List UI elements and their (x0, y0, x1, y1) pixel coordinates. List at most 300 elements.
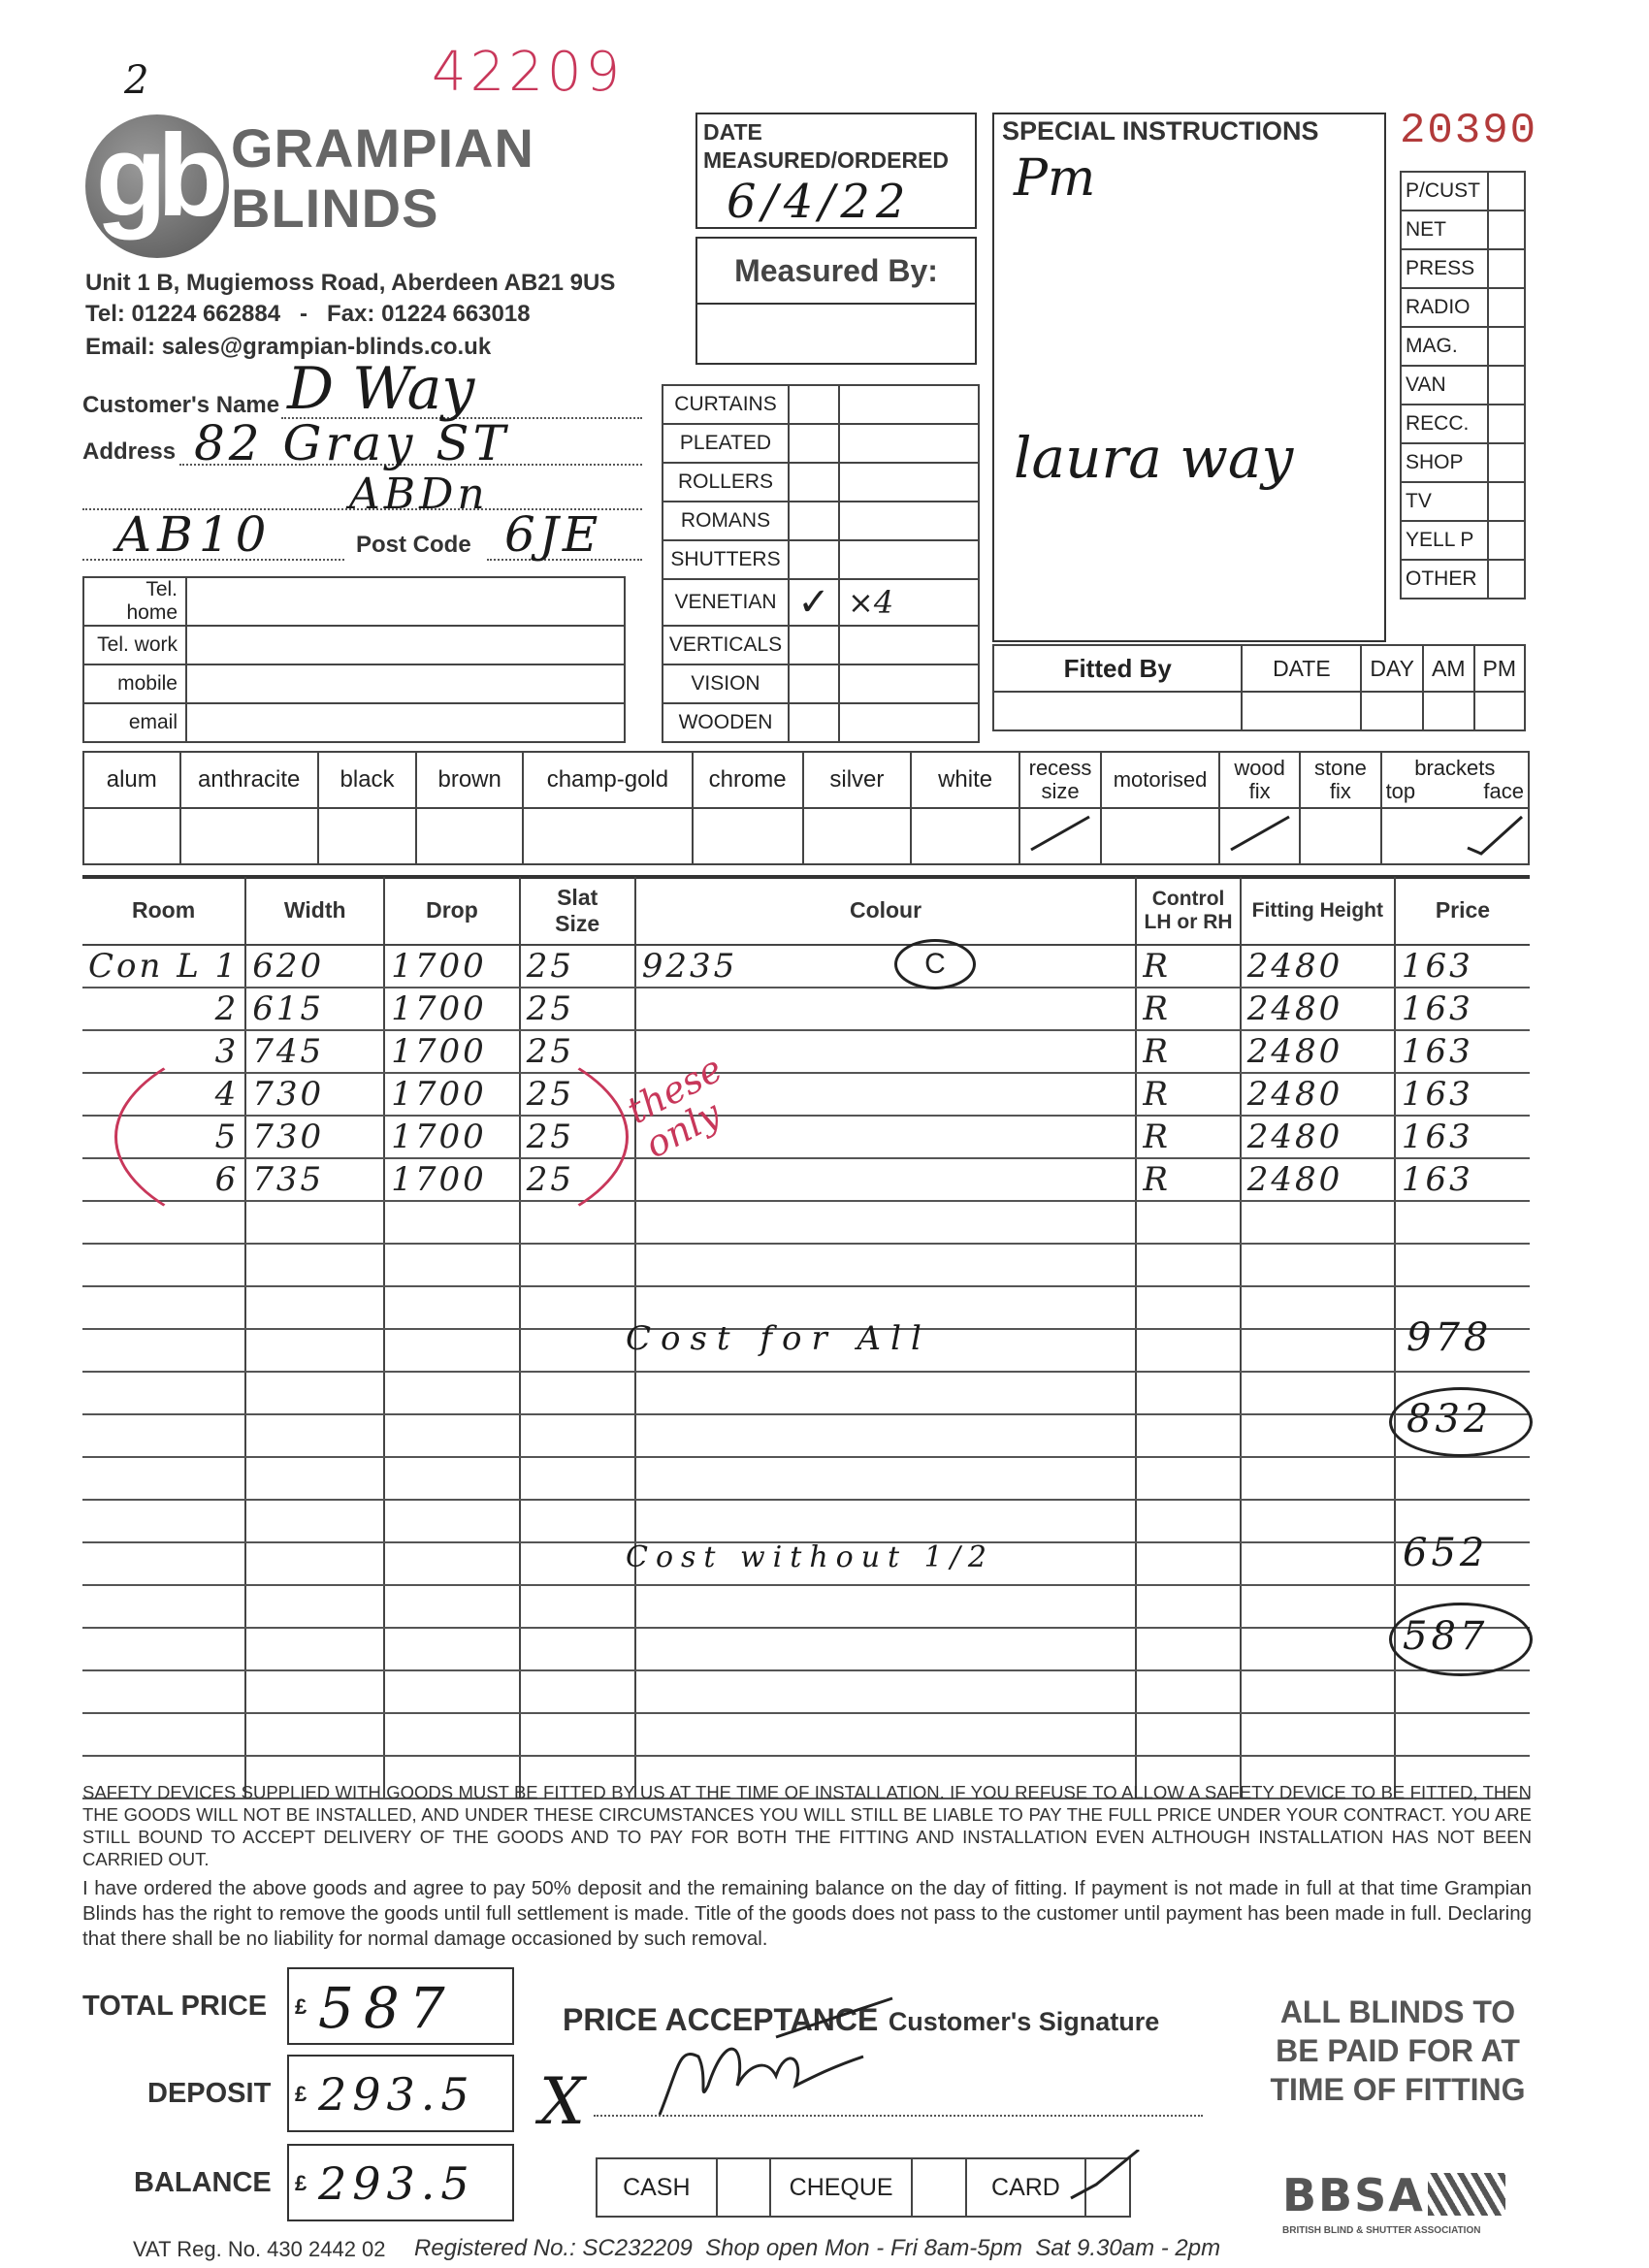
cell-slat[interactable]: 25 (520, 988, 635, 1030)
option-label: recess size (1019, 752, 1101, 808)
card-box[interactable] (1085, 2158, 1130, 2217)
cell-slat[interactable] (520, 1713, 635, 1756)
product-note[interactable] (839, 424, 979, 463)
source-table (1400, 171, 1526, 599)
total-value[interactable]: 587 (318, 1975, 455, 2041)
cell-drop[interactable]: 1700 (384, 1116, 520, 1158)
brackets-top: top (1385, 779, 1416, 803)
cell-fitting[interactable] (1241, 1500, 1395, 1542)
cell-colour[interactable] (635, 1244, 1137, 1286)
source-box[interactable] (1488, 327, 1525, 366)
product-label: ROLLERS (663, 463, 789, 502)
contact-label: Tel. home (83, 577, 186, 626)
cell-drop[interactable]: 1700 (384, 1030, 520, 1073)
product-row (663, 463, 979, 502)
cell-width[interactable] (245, 1286, 384, 1329)
address-value-line2[interactable]: ABDn (349, 470, 489, 519)
cell-room[interactable] (82, 1628, 245, 1670)
option-box[interactable] (1219, 808, 1300, 864)
cell-colour[interactable] (635, 1670, 1137, 1713)
card-tick-icon (1067, 2150, 1145, 2208)
cell-room[interactable]: Con L 1 (82, 945, 245, 988)
product-table (662, 384, 980, 743)
cell-room[interactable]: 2 (82, 988, 245, 1030)
bbsa-slashes-icon (1428, 2173, 1505, 2216)
cheque-label: CHEQUE (770, 2158, 912, 2217)
reference-number: 42209 (432, 41, 625, 104)
cell-fitting[interactable] (1241, 1713, 1395, 1756)
fitted-am-label: AM (1423, 645, 1474, 692)
col-room: Room (82, 877, 245, 945)
cell-fitting[interactable] (1241, 1414, 1395, 1457)
form-number: 20390 (1400, 107, 1538, 155)
product-row (663, 424, 979, 463)
product-tick[interactable] (789, 664, 839, 703)
cell-fitting[interactable] (1241, 1670, 1395, 1713)
option-box[interactable] (1300, 808, 1380, 864)
cell-control[interactable] (1136, 1244, 1240, 1286)
cell-fitting[interactable] (1241, 1628, 1395, 1670)
cell-drop[interactable] (384, 1372, 520, 1414)
cell-room[interactable] (82, 1585, 245, 1628)
product-note[interactable] (839, 502, 979, 540)
option-label: stone fix (1300, 752, 1380, 808)
cell-slat[interactable] (520, 1628, 635, 1670)
source-label: YELL P (1401, 521, 1488, 560)
colour-box[interactable] (180, 808, 318, 864)
cash-box[interactable] (717, 2158, 771, 2217)
customer-name-label: Customer's Name (82, 392, 280, 418)
cell-colour[interactable] (635, 1628, 1137, 1670)
special-instructions-line2[interactable]: laura way (1014, 425, 1294, 491)
product-label: CURTAINS (663, 385, 789, 424)
source-row (1401, 288, 1525, 327)
cell-control[interactable]: R (1136, 1073, 1240, 1116)
contact-table (82, 576, 626, 743)
cell-control[interactable] (1136, 1201, 1240, 1244)
cell-drop[interactable] (384, 1542, 520, 1585)
cell-price[interactable]: 163 (1395, 988, 1530, 1030)
cell-slat[interactable] (520, 1542, 635, 1585)
company-name-line2: BLINDS (231, 178, 439, 239)
cell-price[interactable] (1395, 1457, 1530, 1500)
cell-width[interactable] (245, 1414, 384, 1457)
product-tick[interactable] (789, 703, 839, 742)
cell-drop[interactable] (384, 1414, 520, 1457)
fitted-date-value[interactable] (1242, 692, 1361, 730)
total-box (287, 1967, 514, 2045)
source-row (1401, 521, 1525, 560)
cell-width[interactable]: 615 (245, 988, 384, 1030)
registered-info: Registered No.: SC232209 Shop open Mon - Fri 8am-5pm Sat 9.30am - 2pm (414, 2235, 1221, 2261)
customer-name-value[interactable]: D Way (287, 355, 475, 423)
cell-drop[interactable] (384, 1286, 520, 1329)
cell-slat[interactable] (520, 1244, 635, 1286)
cell-control[interactable] (1136, 1414, 1240, 1457)
cell-fitting[interactable] (1241, 1457, 1395, 1500)
cell-price[interactable]: 163 (1395, 1158, 1530, 1201)
product-tick[interactable] (789, 540, 839, 579)
source-box[interactable] (1488, 405, 1525, 443)
cell-price[interactable] (1395, 1244, 1530, 1286)
cell-slat[interactable] (520, 1500, 635, 1542)
cell-room[interactable] (82, 1414, 245, 1457)
cell-control[interactable]: R (1136, 1116, 1240, 1158)
cell-fitting[interactable]: 2480 (1241, 1158, 1395, 1201)
notice-text: ALL BLINDS TO BE PAID FOR AT TIME OF FITTING (1270, 1994, 1526, 2107)
product-note[interactable] (839, 626, 979, 664)
cell-width[interactable] (245, 1628, 384, 1670)
balance-value[interactable]: 293.5 (318, 2157, 475, 2210)
cell-width[interactable]: 735 (245, 1158, 384, 1201)
cell-width[interactable]: 730 (245, 1116, 384, 1158)
tick-icon (1021, 837, 1099, 862)
date-label: DATE MEASURED/ORDERED (703, 119, 950, 173)
product-label: ROMANS (663, 502, 789, 540)
source-box[interactable] (1488, 521, 1525, 560)
cell-colour[interactable] (635, 1414, 1137, 1457)
table-row (82, 1457, 1530, 1500)
colour-c-circle: C (894, 939, 976, 989)
cell-room[interactable] (82, 1542, 245, 1585)
source-box[interactable] (1488, 443, 1525, 482)
colour-option: champ-gold (523, 752, 693, 808)
cell-fitting[interactable] (1241, 1244, 1395, 1286)
fitted-by-value[interactable] (993, 692, 1242, 730)
product-label: VENETIAN (663, 579, 789, 626)
cell-fitting[interactable] (1241, 1329, 1395, 1372)
cell-width[interactable] (245, 1372, 384, 1414)
product-note[interactable] (839, 664, 979, 703)
cell-price[interactable] (1395, 1713, 1530, 1756)
cell-drop[interactable] (384, 1457, 520, 1500)
cell-fitting[interactable] (1241, 1585, 1395, 1628)
product-tick[interactable] (789, 424, 839, 463)
special-instructions-line1[interactable]: Pm (1014, 149, 1096, 208)
table-row (82, 945, 1530, 988)
source-label: NET (1401, 211, 1488, 249)
table-row (82, 1585, 1530, 1628)
cell-room[interactable]: 6 (82, 1158, 245, 1201)
product-note[interactable] (839, 385, 979, 424)
contact-row (83, 577, 625, 626)
logo-letters: gb (95, 111, 219, 241)
product-note[interactable]: ×4 (839, 579, 979, 626)
source-box[interactable] (1488, 288, 1525, 327)
cell-drop[interactable]: 1700 (384, 988, 520, 1030)
cell-slat[interactable] (520, 1414, 635, 1457)
cell-price[interactable] (1395, 1670, 1530, 1713)
cell-width[interactable]: 730 (245, 1073, 384, 1116)
fitted-by-label: Fitted By (993, 645, 1242, 692)
cell-control[interactable] (1136, 1713, 1240, 1756)
product-row (663, 540, 979, 579)
source-row (1401, 327, 1525, 366)
cell-drop[interactable] (384, 1670, 520, 1713)
cell-control[interactable]: R (1136, 988, 1240, 1030)
col-drop: Drop (384, 877, 520, 945)
contact-value[interactable] (186, 626, 625, 664)
cell-slat[interactable]: 25 (520, 1158, 635, 1201)
colour-option: brown (416, 752, 523, 808)
contact-value[interactable] (186, 703, 625, 742)
cell-room[interactable]: 3 (82, 1030, 245, 1073)
fitted-by-table (992, 644, 1526, 731)
cell-width[interactable] (245, 1713, 384, 1756)
colour-option: silver (803, 752, 912, 808)
cell-colour[interactable] (635, 1372, 1137, 1414)
cell-price[interactable] (1395, 1201, 1530, 1244)
date-value[interactable]: 6/4/22 (727, 175, 912, 229)
fitted-day-value[interactable] (1361, 692, 1423, 730)
cell-price[interactable]: 163 (1395, 945, 1530, 988)
corner-number: 2 (124, 58, 149, 103)
colour-box[interactable] (523, 808, 693, 864)
red-bracket (114, 1019, 629, 1255)
product-note[interactable] (839, 703, 979, 742)
payment-table (596, 2157, 1131, 2218)
table-row (82, 1713, 1530, 1756)
cell-control[interactable] (1136, 1500, 1240, 1542)
cell-slat[interactable]: 25 (520, 1030, 635, 1073)
company-logo (85, 111, 229, 258)
cell-drop[interactable] (384, 1628, 520, 1670)
cell-room[interactable] (82, 1713, 245, 1756)
cell-colour[interactable] (635, 1457, 1137, 1500)
measured-by-value[interactable] (697, 305, 975, 363)
cell-fitting[interactable]: 2480 (1241, 945, 1395, 988)
cell-room[interactable] (82, 1329, 245, 1372)
cell-price[interactable]: 163 (1395, 1030, 1530, 1073)
cell-control[interactable] (1136, 1372, 1240, 1414)
cell-slat[interactable] (520, 1286, 635, 1329)
colour-box[interactable] (693, 808, 803, 864)
contact-row (83, 664, 625, 703)
cell-control[interactable] (1136, 1329, 1240, 1372)
cell-colour[interactable] (635, 1158, 1137, 1201)
product-tick[interactable]: ✓ (789, 579, 839, 626)
cell-drop[interactable]: 1700 (384, 1073, 520, 1116)
cell-width[interactable]: 620 (245, 945, 384, 988)
cell-drop[interactable] (384, 1500, 520, 1542)
balance-label: BALANCE (134, 2167, 272, 2198)
cell-room[interactable] (82, 1670, 245, 1713)
brackets-label (1381, 752, 1529, 808)
colour-option: chrome (693, 752, 803, 808)
tick-icon (1460, 837, 1528, 862)
cell-drop[interactable]: 1700 (384, 1158, 520, 1201)
cell-slat[interactable]: 25 (520, 1073, 635, 1116)
cost-all-label: Cost for All (626, 1319, 931, 1358)
product-label: PLEATED (663, 424, 789, 463)
product-tick[interactable] (789, 463, 839, 502)
cell-drop[interactable] (384, 1329, 520, 1372)
col-fitting: Fitting Height (1241, 877, 1395, 945)
company-phone-fax: Tel: 01224 662884 - Fax: 01224 663018 (85, 301, 531, 327)
cell-fitting[interactable] (1241, 1542, 1395, 1585)
contact-label: Tel. work (83, 626, 186, 664)
company-email: Email: sales@grampian-blinds.co.uk (85, 334, 492, 360)
source-box[interactable] (1488, 172, 1525, 211)
source-row (1401, 405, 1525, 443)
cell-slat[interactable] (520, 1457, 635, 1500)
measured-by-box (695, 237, 977, 365)
cell-control[interactable]: R (1136, 1158, 1240, 1201)
cell-fitting[interactable]: 2480 (1241, 1030, 1395, 1073)
colour-box[interactable] (803, 808, 912, 864)
cell-slat[interactable] (520, 1670, 635, 1713)
cell-slat[interactable] (520, 1585, 635, 1628)
cell-colour[interactable]: 9235 (635, 945, 1137, 988)
cell-room[interactable] (82, 1500, 245, 1542)
source-label: RECC. (1401, 405, 1488, 443)
cell-slat[interactable] (520, 1372, 635, 1414)
col-price: Price (1395, 877, 1530, 945)
cell-drop[interactable] (384, 1713, 520, 1756)
card-label: CARD (966, 2158, 1086, 2217)
cell-drop[interactable] (384, 1585, 520, 1628)
balance-box (287, 2144, 514, 2221)
colour-options-table (82, 751, 1530, 865)
contact-value[interactable] (186, 664, 625, 703)
source-label: TV (1401, 482, 1488, 521)
col-slat: Slat Size (520, 877, 635, 945)
contact-label: mobile (83, 664, 186, 703)
cell-fitting[interactable] (1241, 1201, 1395, 1244)
total-label: TOTAL PRICE (82, 1991, 268, 2022)
cell-colour[interactable] (635, 1713, 1137, 1756)
colour-option: black (318, 752, 417, 808)
cell-colour[interactable] (635, 1585, 1137, 1628)
option-box[interactable] (1101, 808, 1219, 864)
cell-fitting[interactable] (1241, 1372, 1395, 1414)
cell-control[interactable]: R (1136, 1030, 1240, 1073)
option-label: motorised (1101, 752, 1219, 808)
cell-room[interactable]: 4 (82, 1073, 245, 1116)
colour-box[interactable] (416, 808, 523, 864)
cell-fitting[interactable]: 2480 (1241, 1073, 1395, 1116)
source-label: MAG. (1401, 327, 1488, 366)
cheque-box[interactable] (912, 2158, 966, 2217)
cell-colour[interactable] (635, 988, 1137, 1030)
cell-control[interactable] (1136, 1457, 1240, 1500)
cell-room[interactable] (82, 1457, 245, 1500)
source-row (1401, 560, 1525, 599)
cell-fitting[interactable]: 2480 (1241, 988, 1395, 1030)
address-value-line3[interactable]: AB10 (116, 506, 273, 563)
fitted-pm-label: PM (1474, 645, 1526, 692)
cell-control[interactable] (1136, 1585, 1240, 1628)
colour-box[interactable] (911, 808, 1019, 864)
cell-control[interactable] (1136, 1542, 1240, 1585)
cell-control[interactable]: R (1136, 945, 1240, 988)
product-tick[interactable] (789, 502, 839, 540)
fitted-pm-value[interactable] (1474, 692, 1526, 730)
product-label: VISION (663, 664, 789, 703)
cell-width[interactable] (245, 1329, 384, 1372)
source-box[interactable] (1488, 249, 1525, 288)
source-label: VAN (1401, 366, 1488, 405)
cell-control[interactable] (1136, 1286, 1240, 1329)
cell-slat[interactable] (520, 1329, 635, 1372)
cell-drop[interactable]: 1700 (384, 945, 520, 988)
red-note: these only (620, 1047, 729, 1167)
contact-value[interactable] (186, 577, 625, 626)
cell-width[interactable] (245, 1500, 384, 1542)
source-row (1401, 443, 1525, 482)
postcode-value[interactable]: 6JE (504, 506, 602, 563)
total-currency: £ (295, 1994, 307, 2019)
col-control: Control LH or RH (1136, 877, 1240, 945)
cell-width[interactable] (245, 1542, 384, 1585)
col-colour: Colour (635, 877, 1137, 945)
cell-control[interactable] (1136, 1628, 1240, 1670)
table-row (82, 1372, 1530, 1414)
source-box[interactable] (1488, 366, 1525, 405)
source-label: PRESS (1401, 249, 1488, 288)
vat-number: VAT Reg. No. 430 2442 02 (133, 2237, 386, 2261)
cell-fitting[interactable] (1241, 1286, 1395, 1329)
table-row (82, 1500, 1530, 1542)
cell-room[interactable] (82, 1244, 245, 1286)
product-tick[interactable] (789, 626, 839, 664)
brackets-box[interactable] (1381, 808, 1529, 864)
bbsa-tagline: BRITISH BLIND & SHUTTER ASSOCIATION (1282, 2225, 1481, 2236)
cell-room[interactable] (82, 1286, 245, 1329)
cell-price[interactable]: 163 (1395, 1073, 1530, 1116)
cell-fitting[interactable]: 2480 (1241, 1116, 1395, 1158)
product-note[interactable] (839, 540, 979, 579)
cell-colour[interactable] (635, 1500, 1137, 1542)
cost-all-value: 978 (1406, 1315, 1493, 1360)
product-tick[interactable] (789, 385, 839, 424)
cell-price[interactable]: 163 (1395, 1116, 1530, 1158)
cell-width[interactable]: 745 (245, 1030, 384, 1073)
table-row (82, 1414, 1530, 1457)
cell-width[interactable] (245, 1670, 384, 1713)
cell-slat[interactable]: 25 (520, 945, 635, 988)
colour-box[interactable] (318, 808, 417, 864)
cell-control[interactable] (1136, 1670, 1240, 1713)
cell-slat[interactable]: 25 (520, 1116, 635, 1158)
deposit-value[interactable]: 293.5 (318, 2068, 475, 2121)
fitted-am-value[interactable] (1423, 692, 1474, 730)
source-box[interactable] (1488, 211, 1525, 249)
table-row (82, 1670, 1530, 1713)
contact-row (83, 703, 625, 742)
deposit-box (287, 2055, 514, 2132)
address-value-line1[interactable]: 82 Gray ST (194, 415, 509, 471)
price-acceptance-title: PRICE ACCEPTANCE (563, 2002, 879, 2037)
source-box[interactable] (1488, 482, 1525, 521)
cell-width[interactable] (245, 1457, 384, 1500)
colour-box[interactable] (83, 808, 180, 864)
source-label: P/CUST (1401, 172, 1488, 211)
source-box[interactable] (1488, 560, 1525, 599)
cell-room[interactable]: 5 (82, 1116, 245, 1158)
option-box[interactable] (1019, 808, 1101, 864)
source-row (1401, 172, 1525, 211)
cost-without-value: 652 (1403, 1531, 1489, 1575)
cost-without-discount: 587 (1403, 1614, 1489, 1659)
date-box (695, 113, 977, 229)
product-label: SHUTTERS (663, 540, 789, 579)
cell-colour[interactable] (635, 1201, 1137, 1244)
product-row (663, 385, 979, 424)
product-note[interactable] (839, 463, 979, 502)
cell-width[interactable] (245, 1585, 384, 1628)
cell-room[interactable] (82, 1372, 245, 1414)
